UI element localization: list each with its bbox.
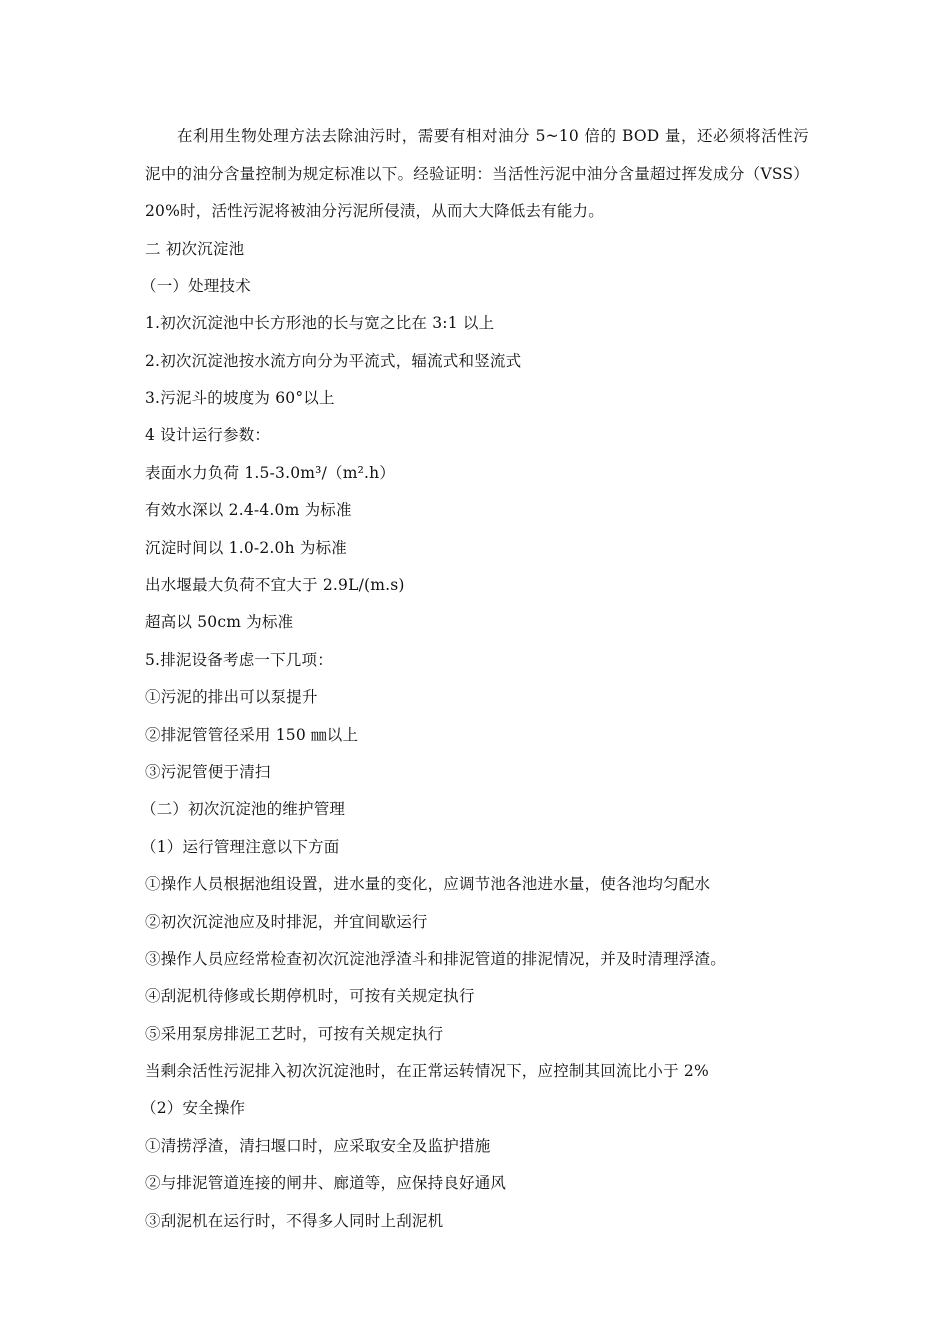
subsection-heading-safety: （2）安全操作 [141,1099,246,1118]
list-item: ③刮泥机在运行时，不得多人同时上刮泥机 [145,1211,444,1230]
list-item: 4 设计运行参数： [145,426,271,445]
list-item: 3.污泥斗的坡度为 60°以上 [145,389,335,408]
list-item: ②初次沉淀池应及时排泥，并宜间歇运行 [145,912,428,931]
list-item: 2.初次沉淀池按水流方向分为平流式，辐流式和竖流式 [145,351,522,370]
parameter-line: 超高以 50cm 为标准 [145,613,294,632]
list-item: ⑤采用泵房排泥工艺时，可按有关规定执行 [145,1024,444,1043]
parameter-line: 沉淀时间以 1.0-2.0h 为标准 [145,538,347,557]
body-line: 当剩余活性污泥排入初次沉淀池时，在正常运转情况下，应控制其回流比小于 2% [145,1062,709,1081]
list-item: ④刮泥机待修或长期停机时，可按有关规定执行 [145,987,475,1006]
parameter-line: 有效水深以 2.4-4.0m 为标准 [145,501,352,520]
list-item: ①清捞浮渣，清扫堰口时，应采取安全及监护措施 [145,1136,491,1155]
subsection-heading-operation-notes: （1）运行管理注意以下方面 [141,837,340,856]
list-item: ②排泥管管径采用 150 ㎜以上 [145,725,359,744]
intro-paragraph: 在利用生物处理方法去除油污时，需要有相对油分 5~10 倍的 BOD 量，还必须将活性污泥中的油分含量控制为规定标准以下。经验证明：当活性污泥中油分含量超过挥发成分（VSS）20%时，活性污泥将被油分污泥所侵渍，从而大大降低去有能力。 [145,127,809,220]
document-body [141,118,809,1240]
list-item: 1.初次沉淀池中长方形池的长与宽之比在 3:1 以上 [145,314,495,333]
subsection-heading-maintenance: （二）初次沉淀池的维护管理 [141,800,346,819]
parameter-line: 表面水力负荷 1.5-3.0m³/（m².h） [145,463,396,482]
section-heading-primary-sedimentation: 二 初次沉淀池 [145,239,245,258]
list-item: 5.排泥设备考虑一下几项： [145,650,333,669]
subsection-heading-treatment-technology: （一）处理技术 [141,276,251,295]
parameter-line: 出水堰最大负荷不宜大于 2.9L/(m.s) [145,576,405,595]
list-item: ①操作人员根据池组设置，进水量的变化，应调节池各池进水量，使各池均匀配水 [145,875,711,894]
list-item: ①污泥的排出可以泵提升 [145,688,318,707]
list-item: ③污泥管便于清扫 [145,762,271,781]
list-item: ③操作人员应经常检查初次沉淀池浮渣斗和排泥管道的排泥情况，并及时清理浮渣。 [145,949,726,968]
list-item: ②与排泥管道连接的闸井、廊道等，应保持良好通风 [145,1174,507,1193]
